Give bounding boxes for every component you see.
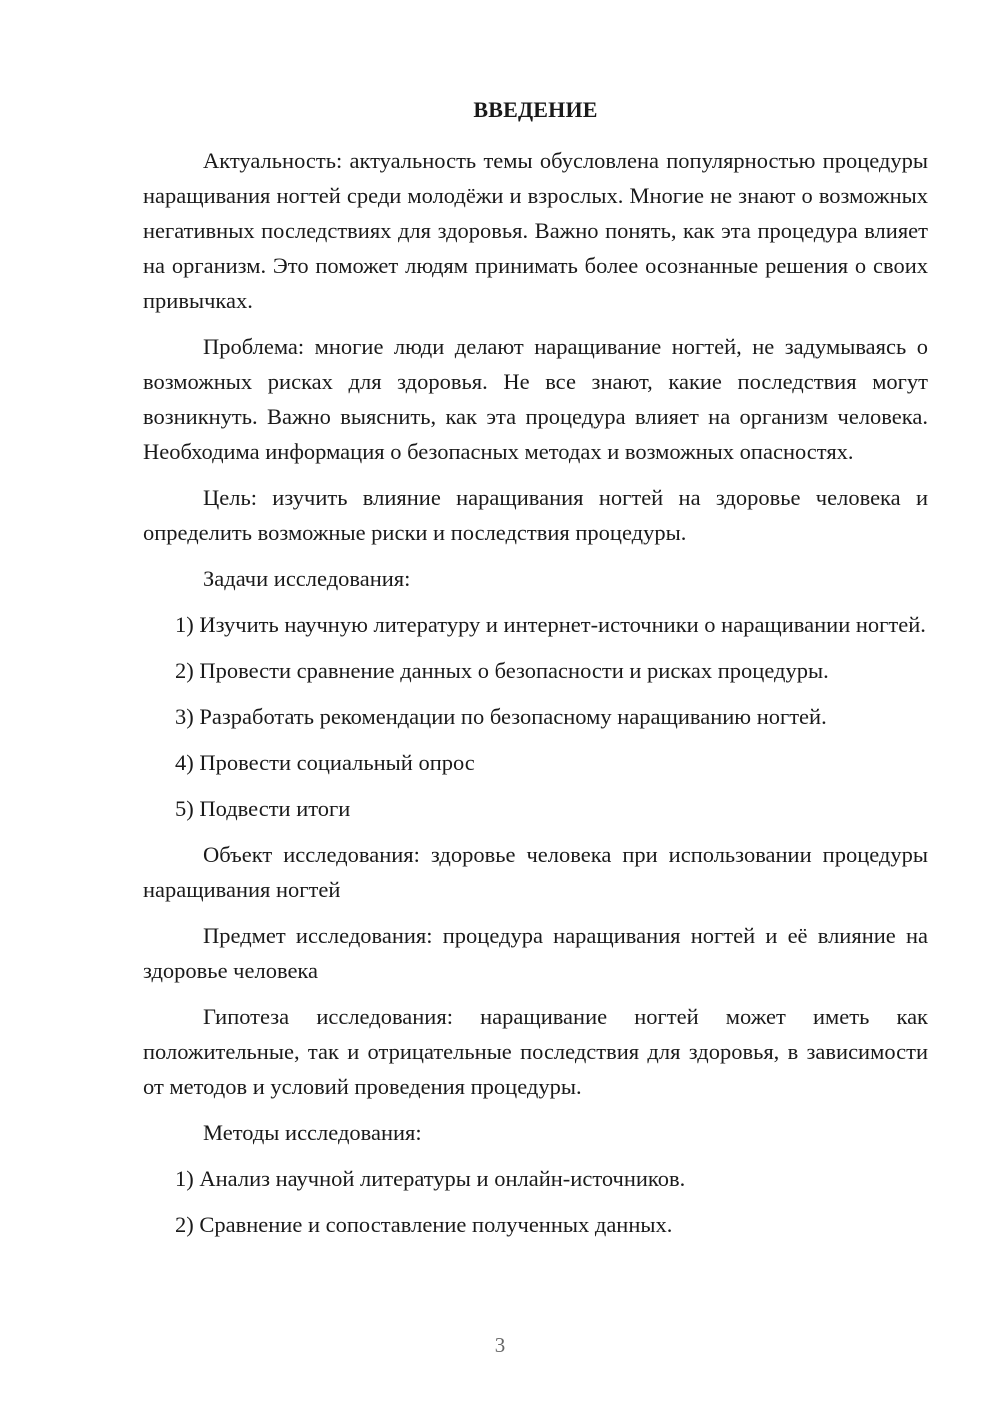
object-paragraph: Объект исследования: здоровье человека при использовании процедуры наращивания ногтей [143,842,928,902]
hypothesis-paragraph: Гипотеза исследования: наращивание ногтей может иметь как положительные, так и отрицательные последствия для здоровья, в зависимости от методов и условий проведения процедуры. [143,1004,928,1099]
task-item: 2) Провести сравнение данных о безопасности и рисках процедуры. [175,658,829,683]
tasks-heading: Задачи исследования: [203,566,411,591]
section-title: ВВЕДЕНИЕ [473,97,598,122]
goal-paragraph: Цель: изучить влияние наращивания ногтей на здоровье человека и определить возможные риски и последствия процедуры. [143,485,928,545]
document-page [143,96,928,1253]
relevance-paragraph: Актуальность: актуальность темы обусловлена популярностью процедуры наращивания ногтей среди молодёжи и взрослых. Многие не знают о возможных негативных последствиях для здоровья. Важно понять, как эта процедура влияет на организм. Это поможет людям принимать более осознанные решения о своих привычках. [143,148,928,313]
method-item: 2) Сравнение и сопоставление полученных данных. [175,1212,673,1237]
task-item: 1) Изучить научную литературу и интернет-источники о наращивании ногтей. [175,612,926,637]
task-item: 5) Подвести итоги [175,796,351,821]
task-item: 4) Провести социальный опрос [175,750,475,775]
subject-paragraph: Предмет исследования: процедура наращивания ногтей и её влияние на здоровье человека [143,923,928,983]
method-item: 1) Анализ научной литературы и онлайн-источников. [175,1166,686,1191]
problem-paragraph: Проблема: многие люди делают наращивание ногтей, не задумываясь о возможных рисках для здоровья. Не все знают, какие последствия могут возникнуть. Важно выяснить, как эта процедура влияет на организм человека. Необходима информация о безопасных методах и возможных опасностях. [143,334,928,464]
methods-heading: Методы исследования: [203,1120,422,1145]
task-item: 3) Разработать рекомендации по безопасному наращиванию ногтей. [175,704,827,729]
page-number: 3 [494,1333,506,1357]
